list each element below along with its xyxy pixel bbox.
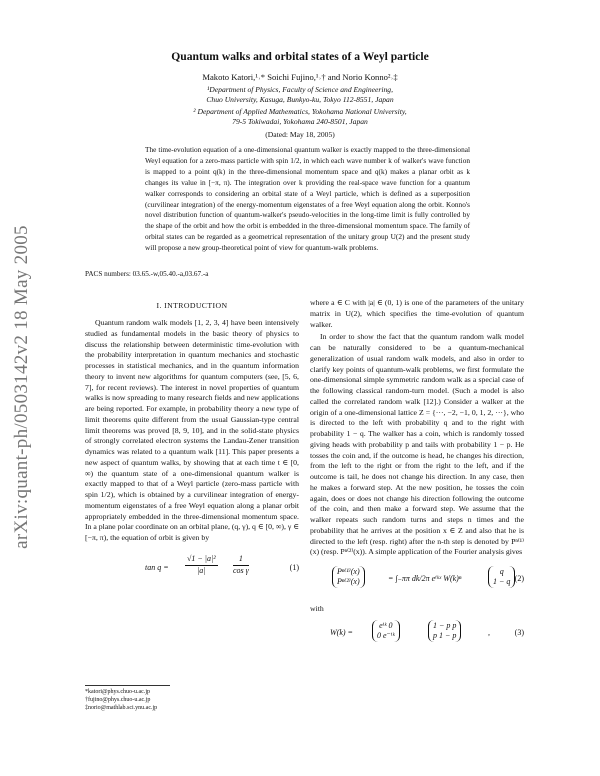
eq2-lhs-vector — [332, 566, 365, 588]
section-heading-introduction: I. INTRODUCTION — [156, 301, 228, 310]
affiliation-line-1: ¹Department of Physics, Faculty of Science and Engineering, — [207, 85, 393, 94]
eq2-lhs-bot: Pⁿ⁽²⁾(x) — [337, 577, 360, 586]
eq3-matrix-2 — [428, 620, 461, 642]
eq1-lhs: tan q = — [145, 562, 169, 572]
right-paragraph-0: where a ∈ C with |a| ∈ (0, 1) is one of the parameters of the unitary matrix in U(2), which specifies the time-evolution of quantum walker. — [310, 298, 524, 329]
eq3-comma: , — [488, 627, 490, 637]
paper-title: Quantum walks and orbital states of a Weyl particle — [171, 50, 429, 63]
eq1-denominator: |a| — [197, 565, 206, 575]
eq1-numerator-2: 1 — [233, 554, 249, 566]
eq2-lhs-top: Pⁿ⁽¹⁾(x) — [337, 567, 360, 576]
eq1-fraction-1 — [185, 554, 218, 577]
eq1-numerator: √1 − |a|² — [185, 554, 218, 566]
author-list: Makoto Katori,¹˒* Soichi Fujino,¹˒† and Norio Konno²˒‡ — [202, 72, 398, 82]
left-column — [85, 318, 299, 584]
dated-line: (Dated: May 18, 2005) — [265, 130, 335, 139]
eq2-number: (2) — [514, 574, 524, 583]
footnote-email-3: ‡norio@mathlab.sci.ynu.ac.jp — [85, 705, 158, 711]
eq2-integral: = ∫₋ππ dk/2π eⁱᵏˣ W(k)ⁿ — [388, 574, 462, 583]
eq3-m2-top: 1 − p p — [433, 620, 457, 630]
footnote-email-1: *katori@phys.chuo-u.ac.jp — [85, 689, 151, 695]
eq3-matrix-1 — [372, 620, 400, 642]
pacs-numbers: PACS numbers: 03.65.-w,05.40.-a,03.67.-a — [85, 270, 209, 278]
eq2-rhs-top: q — [499, 567, 504, 576]
right-column — [310, 298, 524, 649]
equation-2 — [310, 564, 524, 596]
arxiv-watermark: arXiv:quant-ph/0503142v2 18 May 2005 — [11, 225, 32, 549]
affiliation-line-4: 79-5 Tokiwadai, Yokohama 240-8501, Japan — [232, 117, 368, 126]
eq3-number: (3) — [514, 627, 524, 637]
footnote-email-2: †fujino@phys.chuo-u.ac.jp — [85, 697, 151, 703]
eq1-number: (1) — [289, 562, 299, 572]
eq3-m1-bot: 0 e⁻ⁱᵏ — [377, 630, 395, 640]
eq1-fraction-2 — [233, 554, 249, 577]
eq2-rhs-bot: 1 − q — [493, 577, 511, 586]
eq3-lhs: W(k) = — [330, 627, 353, 637]
equation-3 — [310, 619, 524, 649]
intro-paragraph-1: Quantum random walk models [1, 2, 3, 4] have been intensively studied as fundamental models in the basic theory of physics to discuss the relationship between deterministic time-evolution with the probability interpretation in quantum mechanics and stochastic processes in statistical mechanics, and in the quantum information theory to invent new algorithms for quantum computers (see, [5, 6, 7], for recent reviews). The interest in novel properties of quantum walks is now spreading to many research fields and new applications are being reported. For example, in probability theory a new type of limit theorems quite different from the usual Gaussian-type central limit theorems was proved [8, 9, 10], and in the solid-state physics of strongly correlated electron systems the Landau-Zener transition dynamics was related to a quantum walk [11]. This paper presents a new aspect of quantum walks, by showing that at each time t ∈ [0, ∞) the quantum state of a one-dimensional quantum walker is exactly mapped to that of a Weyl particle (zero-mass particle with spin 1/2), which is obtained by a curvilinear integration of energy-momentum eigenstates of a free Weyl equation along a planar orbit appropriately embedded in the three-dimensional momentum space. In a plane polar coordinate on an orbital plane, (q, γ), q ∈ [0, ∞), γ ∈ [−π, π), the equation of orbit is given by — [85, 318, 299, 542]
right-paragraph-1: In order to show the fact that the quantum random walk model can be naturally considered to be a quantum-mechanical generalization of usual random walk models, and also in order to clarify key points of quantum-walk problems, we first formulate the one-dimensional simple symmetric random walk as a special case of the following classical random-turn model. (Such a model is also called the correlated random walk [12].) Consider a walker at the origin of a one-dimensional lattice Z = {···, −2, −1, 0, 1, 2, ···}, who is directed to the left with probability q and to the right with probability 1 − q. The walker has a coin, which is randomly tossed giving heads with probability p and tails with probability 1 − p. He tosses the coin and, if the outcome is head, he changes his direction, from the left to the right or from the right to the left, and if the outcome is tail, he does not change his direction. In any case, then he makes a forward step. At the new position, he tosses the coin again, does or does not change his direction following the outcome of the coin, and then make a forward step. We assume that the walker repeats such random turns and steps n times and the probability that he arrives at the position x ∈ Z and also that he is directed to the left (resp. right) after the n-th step is denoted by Pⁿ⁽¹⁾(x) (resp. Pⁿ⁽²⁾(x)). A simple application of the Fourier analysis gives — [310, 332, 524, 557]
eq3-m2-bot: p 1 − p — [433, 630, 457, 640]
affiliation-line-2: Chuo University, Kasuga, Bunkyo-ku, Tokyo 112-8551, Japan — [206, 95, 394, 104]
eq2-rhs-vector — [488, 566, 515, 588]
equation-1 — [85, 554, 299, 584]
abstract: The time-evolution equation of a one-dimensional quantum walker is exactly mapped to the three-dimensional Weyl equation for a zero-mass particle with spin 1/2, in which each wave number k of walker's wave function is mapped to a point q(k) in the three-dimensional momentum space and q(k) makes a planar orbit as k changes its value in [−π, π). The integration over k providing the real-space wave function for a quantum walker corresponds to considering an orbital state of a Weyl particle, which is defined as a superposition (curvilinear integration) of the energy-momentum eigenstates of a free Weyl equation along the orbit. Konno's novel distribution function of quantum-walker's pseudo-velocities in the long-time limit is fully controlled by the shape of the orbit and how the orbit is embedded in the three-dimensional momentum space. The family of orbital states can be regarded as a geometrical representation of the unitary group U(2) and the present study will propose a new group-theoretical point of view for quantum-walk problems. — [145, 145, 470, 253]
eq1-denominator-2: cos γ — [233, 565, 249, 575]
affiliation-line-3: ² Department of Applied Mathematics, Yokohama National University, — [193, 107, 407, 116]
footnote-rule — [85, 685, 170, 686]
eq3-m1-top: eⁱᵏ 0 — [379, 620, 393, 630]
with-text: with — [310, 604, 324, 613]
